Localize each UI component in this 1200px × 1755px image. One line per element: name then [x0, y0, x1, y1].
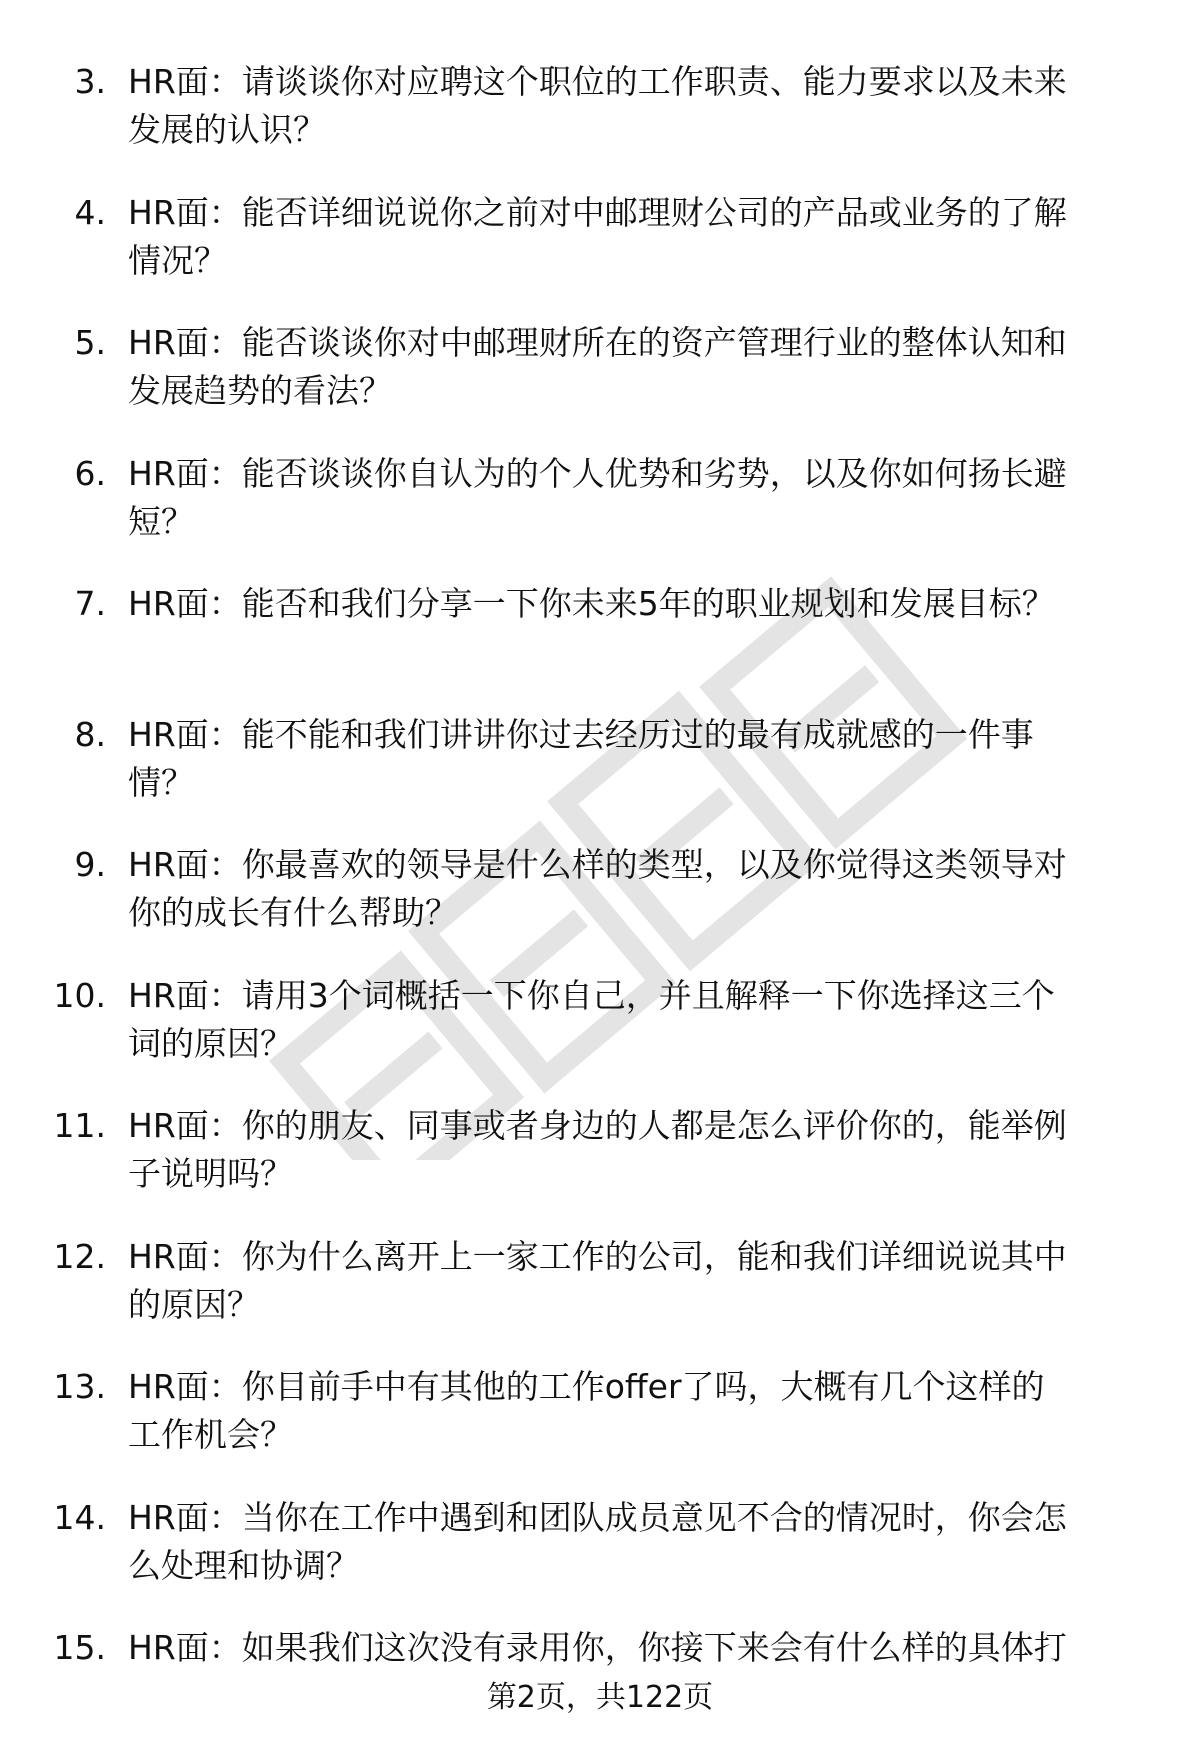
question-number: 6.	[74, 453, 106, 493]
question-text	[128, 1494, 1158, 1590]
question-text-line: 子说明吗？	[128, 1154, 293, 1193]
question-text-line: 发展趋势的看法？	[128, 371, 392, 410]
question-item	[0, 1494, 1200, 1625]
question-text-line: 发展的认识？	[128, 110, 326, 149]
question-text-line: HR面：能否谈谈你对中邮理财所在的资产管理行业的整体认知和	[128, 323, 1067, 362]
question-number: 8.	[74, 714, 106, 754]
question-list	[0, 58, 1200, 1755]
question-number: 11.	[53, 1106, 106, 1145]
question-text-line: HR面：能不能和我们讲讲你过去经历过的最有成就感的一件事	[128, 714, 1034, 754]
question-text	[128, 972, 1158, 1068]
question-text	[128, 450, 1158, 546]
question-text-line: 的原因？	[128, 1284, 260, 1324]
page-number: 第2页，共122页	[486, 1680, 714, 1715]
question-text	[128, 58, 1158, 154]
question-item	[0, 1233, 1200, 1364]
question-item	[0, 1102, 1200, 1233]
question-text-line: 么处理和协调？	[128, 1545, 359, 1585]
question-item	[0, 972, 1200, 1103]
question-item	[0, 580, 1200, 711]
question-text	[128, 1102, 1158, 1198]
question-text-line: 你的成长有什么帮助？	[128, 893, 458, 932]
question-text-line: HR面：当你在工作中遇到和团队成员意见不合的情况时，你会怎	[128, 1497, 1067, 1537]
question-text-line: HR面：你目前手中有其他的工作offer了吗，大概有几个这样的	[128, 1367, 1045, 1406]
question-number: 4.	[74, 192, 106, 232]
question-text-line: 情？	[128, 762, 194, 802]
question-item	[0, 319, 1200, 450]
question-item	[0, 841, 1200, 972]
question-text-line: 工作机会？	[128, 1415, 293, 1454]
question-text-line: 词的原因？	[128, 1023, 293, 1063]
question-text	[128, 841, 1158, 937]
question-number: 3.	[74, 62, 106, 101]
question-item	[0, 1363, 1200, 1494]
question-item	[0, 189, 1200, 320]
question-text	[128, 580, 1158, 628]
question-number: 7.	[74, 584, 106, 623]
question-item	[0, 711, 1200, 842]
question-text-line: HR面：你的朋友、同事或者身边的人都是怎么评价你的，能举例	[128, 1106, 1067, 1145]
question-number: 10.	[53, 975, 106, 1015]
question-text	[128, 1363, 1158, 1459]
question-number: 12.	[53, 1236, 106, 1276]
question-text	[128, 319, 1158, 415]
question-number: 5.	[74, 323, 106, 362]
question-item	[0, 58, 1200, 189]
question-number: 14.	[53, 1497, 106, 1537]
question-text-line: HR面：能否和我们分享一下你未来5年的职业规划和发展目标？	[128, 584, 1055, 623]
question-text-line: HR面：如果我们这次没有录用你，你接下来会有什么样的具体打	[128, 1628, 1067, 1667]
question-item	[0, 450, 1200, 581]
question-text-line: HR面：你为什么离开上一家工作的公司，能和我们详细说说其中	[128, 1236, 1067, 1276]
question-number: 9.	[74, 845, 106, 884]
question-text-line: HR面：请谈谈你对应聘这个职位的工作职责、能力要求以及未来	[128, 62, 1067, 101]
question-number: 13.	[53, 1367, 106, 1406]
question-text-line: HR面：请用3个词概括一下你自己，并且解释一下你选择这三个	[128, 975, 1055, 1015]
question-text-line: HR面：你最喜欢的领导是什么样的类型，以及你觉得这类领导对	[128, 845, 1067, 884]
question-text	[128, 1233, 1158, 1329]
question-text	[128, 189, 1158, 285]
question-text-line: HR面：能否详细说说你之前对中邮理财公司的产品或业务的了解	[128, 192, 1067, 232]
question-text-line: 情况？	[128, 240, 227, 280]
question-text	[128, 711, 1158, 807]
question-text-line: HR面：能否谈谈你自认为的个人优势和劣势，以及你如何扬长避	[128, 453, 1067, 493]
question-text	[128, 1624, 1158, 1672]
question-text-line: 短？	[128, 501, 194, 541]
question-number: 15.	[53, 1628, 106, 1667]
